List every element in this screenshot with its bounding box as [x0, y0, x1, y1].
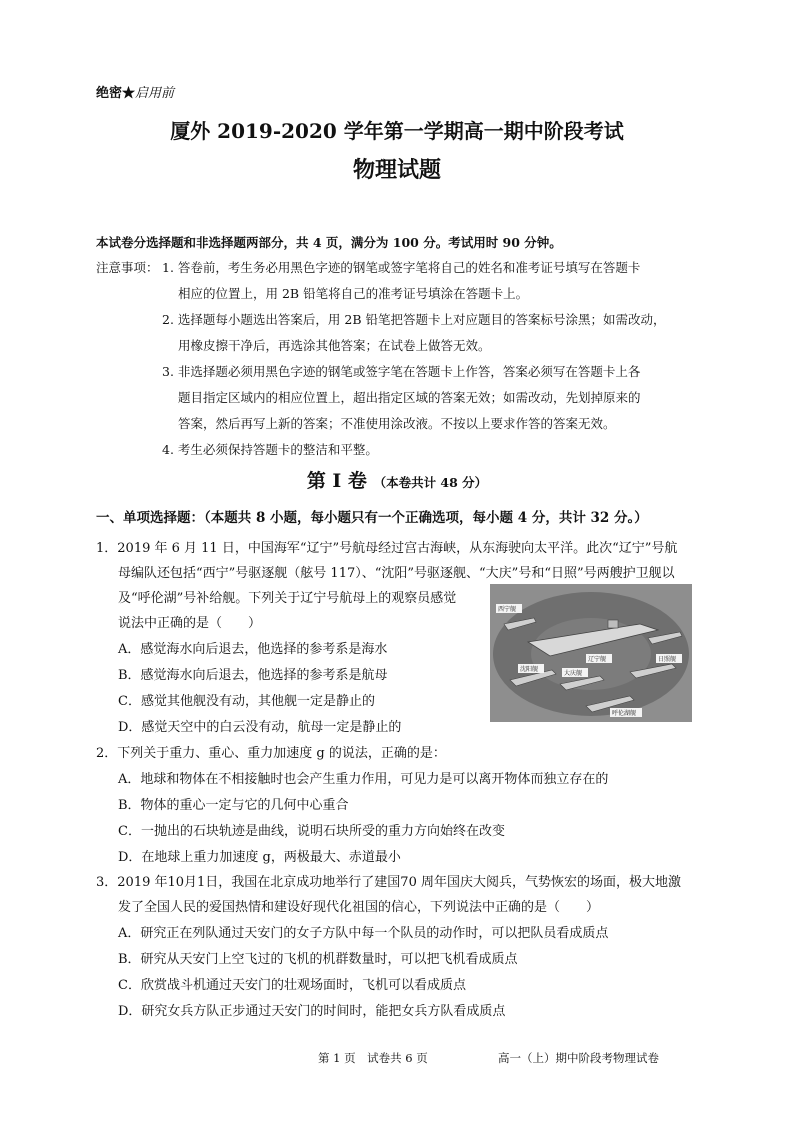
- figure-label: 西宁舰: [498, 606, 517, 613]
- page-number: 第 1 页 试卷共 6 页: [318, 1051, 428, 1065]
- figure-label: 沈阳舰: [520, 666, 539, 673]
- figure-label: 辽宁舰: [588, 656, 607, 663]
- question-3-line: 3．2019 年10月1日，我国在北京成功地举行了建国70 周年国庆大阅兵，气势恢宏的场面，极大地激: [96, 875, 681, 890]
- notice-line: 答案，然后再写上新的答案；不准使用涂改液。不按以上要求作答的答案无效。: [178, 416, 616, 431]
- question-3-line: 发了全国人民的爱国热情和建设好现代化祖国的信心，下列说法中正确的是（ ）: [118, 900, 600, 915]
- section-title: 第 I 卷 （本卷共计 48 分）: [306, 470, 488, 492]
- notice-line: 4. 考生必须保持答题卡的整洁和平整。: [162, 442, 378, 457]
- exam-intro: 本试卷分选择题和非选择题两部分，共 4 页，满分为 100 分。考试用时 90 分钟。: [96, 235, 562, 250]
- notice-line: 3. 非选择题必须用黑色字迹的钢笔或签字笔在答题卡上作答，答案必须写在答题卡上各: [162, 364, 641, 379]
- notice-line: 2. 选择题每小题选出答案后，用 2B 铅笔把答题卡上对应题目的答案标号涂黑；如需改动，: [162, 312, 666, 327]
- question-1-option-d: D．感觉天空中的白云没有动，航母一定是静止的: [118, 720, 402, 735]
- notice-line: 用橡皮擦干净后，再选涂其他答案；在试卷上做答无效。: [178, 338, 491, 353]
- notice-line: 题目指定区域内的相应位置上，超出指定区域的答案无效；如需改动，先划掉原来的: [178, 390, 641, 405]
- question-1-option-b: B．感觉海水向后退去，他选择的参考系是航母: [118, 668, 388, 683]
- notice-line: 1. 答卷前，考生务必用黑色字迹的钢笔或签字笔将自己的姓名和准考证号填写在答题卡: [162, 260, 641, 275]
- question-1-line: 说法中正确的是（ ）: [118, 616, 262, 631]
- question-3-option-a: A．研究正在列队通过天安门的女子方队中每一个队员的动作时，可以把队员看成质点: [118, 926, 609, 941]
- question-2-option-c: C．一抛出的石块轨迹是曲线，说明石块所受的重力方向始终在改变: [118, 824, 505, 839]
- question-2-stem: 2．下列关于重力、重心、重力加速度 g 的说法，正确的是：: [96, 746, 446, 761]
- notice-label: 注意事项：: [96, 260, 159, 275]
- figure-label: 呼伦湖舰: [612, 710, 637, 717]
- question-3-option-b: B．研究从天安门上空飞过的飞机的机群数量时，可以把飞机看成质点: [118, 952, 518, 967]
- question-2-option-d: D．在地球上重力加速度 g，两极最大、赤道最小: [118, 850, 401, 865]
- carrier-fleet-figure: [490, 584, 692, 722]
- part-title: 一、单项选择题：（本题共 8 小题，每小题只有一个正确选项，每小题 4 分，共计 32 分。）: [96, 510, 648, 526]
- figure-label: 大庆舰: [564, 670, 583, 677]
- question-2-option-b: B．物体的重心一定与它的几何中心重合: [118, 798, 349, 813]
- exam-name-footer: 高一（上）期中阶段考物理试卷: [498, 1051, 659, 1065]
- question-1-line: 及“呼伦湖”号补给舰。下列关于辽宁号航母上的观察员感觉: [118, 591, 457, 606]
- question-1-line: 母编队还包括“西宁”号驱逐舰（舷号 117）、“沈阳”号驱逐舰、“大庆”号和“日照”号两艘护卫舰以: [118, 566, 675, 581]
- question-1-line: 1．2019 年 6 月 11 日，中国海军“辽宁”号航母经过宫古海峡，从东海驶向太平洋。此次“辽宁”号航: [96, 541, 678, 556]
- figure-label: 日照舰: [658, 656, 677, 663]
- confidential-mark: 绝密★启用前: [96, 86, 175, 101]
- question-1-option-c: C．感觉其他舰没有动，其他舰一定是静止的: [118, 694, 375, 709]
- notice-line: 相应的位置上，用 2B 铅笔将自己的准考证号填涂在答题卡上。: [178, 286, 529, 301]
- question-3-option-c: C．欣赏战斗机通过天安门的壮观场面时，飞机可以看成质点: [118, 978, 466, 993]
- question-2-option-a: A．地球和物体在不相接触时也会产生重力作用，可见力是可以离开物体而独立存在的: [118, 772, 609, 787]
- question-1-option-a: A．感觉海水向后退去，他选择的参考系是海水: [118, 642, 388, 657]
- exam-title: 厦外 2019-2020 学年第一学期高一期中阶段考试: [170, 119, 624, 143]
- question-3-option-d: D．研究女兵方队正步通过天安门的时间时，能把女兵方队看成质点: [118, 1004, 506, 1019]
- subject-title: 物理试题: [352, 157, 441, 183]
